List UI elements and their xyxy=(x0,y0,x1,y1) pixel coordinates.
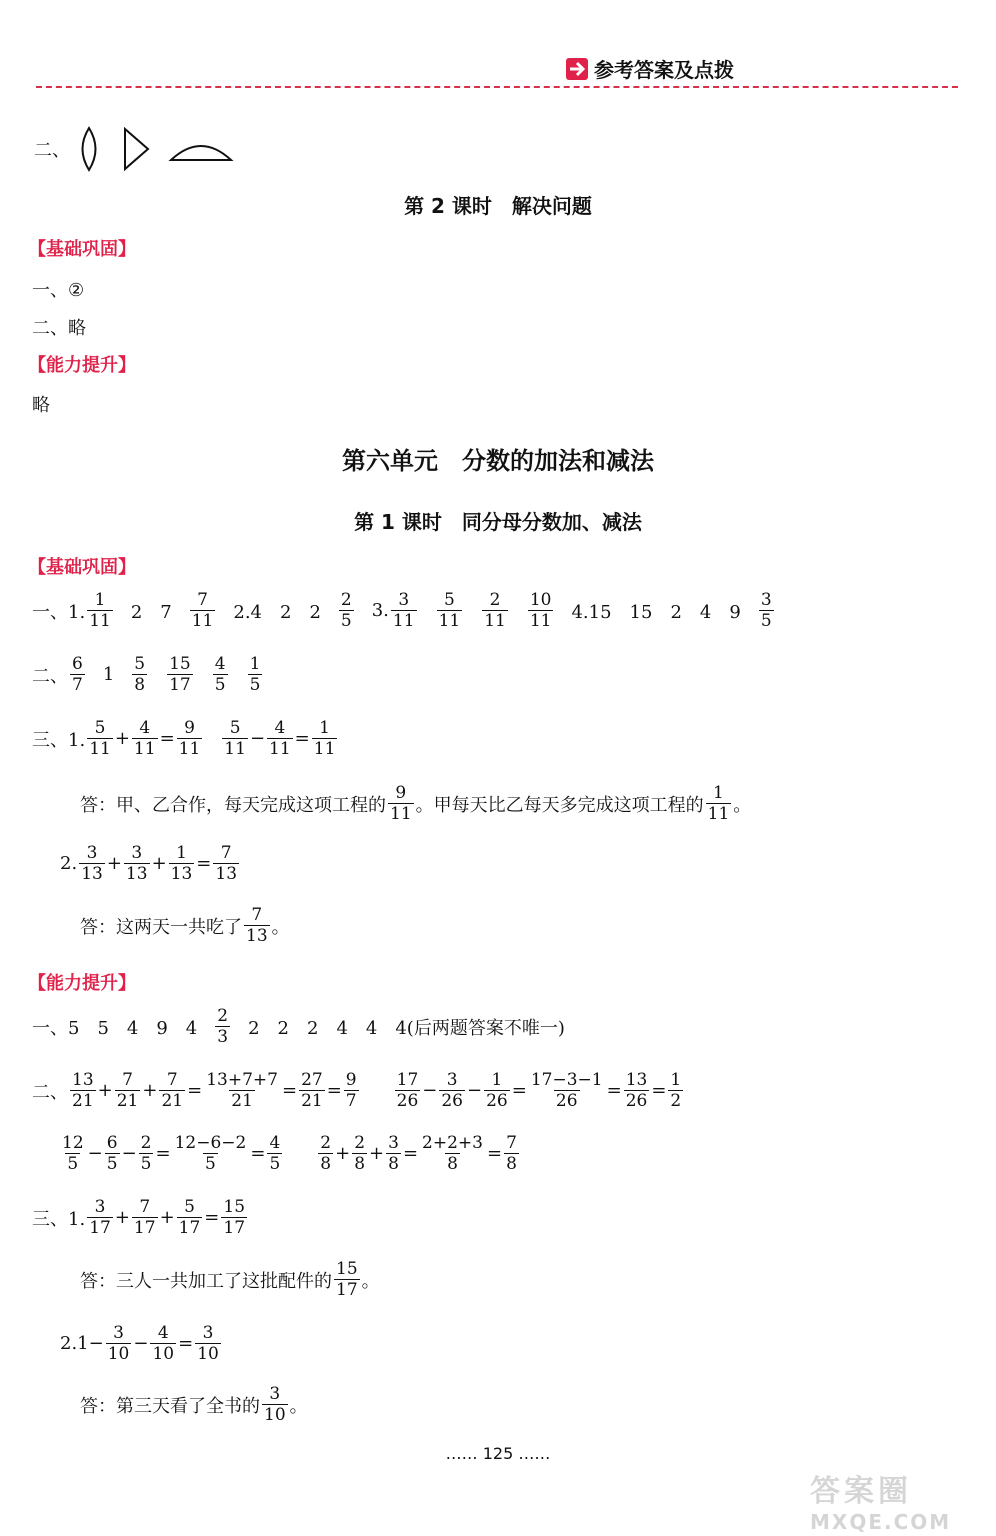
fraction: $\frac{27}{21}$ xyxy=(301,1070,323,1111)
fraction: $\frac{1}{26}$ xyxy=(486,1070,508,1111)
answer-row: 2.1− $\frac{3}{10}$ − $\frac{4}{10}$ = $\frac{3}{10}$ xyxy=(60,1323,219,1364)
item-label: 2.1− xyxy=(60,1333,104,1354)
fraction: 3 11 xyxy=(392,590,415,631)
arrow-icon xyxy=(566,58,588,80)
fraction: $\frac{3}{8}$ xyxy=(388,1133,399,1174)
answer-row: 三、1. 5 11 + $\frac{4}{11}$ = $\frac{9}{11}$ 5 11 − $\frac{4}{11}$ = $\frac{1}{11}$ xyxy=(32,718,336,759)
fraction: $\frac{3}{10}$ xyxy=(197,1323,219,1364)
fraction: 3 13 xyxy=(81,843,103,884)
fraction: 1 11 xyxy=(89,590,111,631)
fraction: 5 11 xyxy=(89,718,111,759)
answer-line: 略 xyxy=(32,395,50,416)
fraction: 13 21 xyxy=(72,1070,94,1111)
answer-values: 2.4 2 2 xyxy=(233,601,321,623)
fraction: $\frac{17-3-1}{26}$ xyxy=(530,1070,603,1111)
hat-shape-icon xyxy=(168,132,234,166)
answer-row: 2. 3 13 + $\frac{3}{13}$ + $\frac{1}{13}$ = $\frac{7}{13}$ xyxy=(60,843,238,884)
answer-row: 二、 13 21 + $\frac{7}{21}$ + $\frac{7}{21}$ = $\frac{13+7+7}{21}$ = $\frac{27}{21}$ = $\frac{9}{7}$ 17 26 − $\frac{3}{26}$ − $\frac{1}{26}$ = $\frac{17-3-1}{26}$ = $\frac{13}{26}$ = $\frac{1}{2}$ xyxy=(32,1070,682,1111)
watermark-text: 答案圈 xyxy=(810,1474,912,1509)
fraction: 9 11 xyxy=(390,783,412,824)
answer-row: 12 5 − $\frac{6}{5}$ − $\frac{2}{5}$ = $\frac{12-6-2}{5}$ = $\frac{4}{5}$ 2 8 + $\frac{2}{8}$ + $\frac{3}{8}$ = $\frac{2+2+3}{8}$ = $\frac{7}{8}$ xyxy=(62,1133,517,1174)
section-tag-basic: 【基础巩固】 xyxy=(28,557,136,578)
item-label: 2. xyxy=(60,853,78,874)
fraction: $\frac{4}{11}$ xyxy=(133,718,156,759)
fraction: 12 5 xyxy=(62,1133,84,1174)
answer-values: 2 7 xyxy=(130,601,172,623)
shapes-row xyxy=(34,125,234,173)
fraction: 1 11 xyxy=(707,783,730,824)
answer-sentence: 答：这两天一共吃了 7 13 。 xyxy=(80,905,290,946)
fraction: $\frac{2}{8}$ xyxy=(354,1133,366,1174)
fraction: $\frac{2}{5}$ xyxy=(140,1133,152,1174)
answer-row xyxy=(32,654,264,695)
answer-line: 二、略 xyxy=(32,318,86,339)
answer-sentence: 答：三人一共加工了这批配件的 15 17 。 xyxy=(80,1259,380,1300)
answer-row: 三、1. 3 17 + $\frac{7}{17}$ + $\frac{5}{17}$ = $\frac{15}{17}$ xyxy=(32,1197,246,1238)
fraction: 2 8 xyxy=(320,1133,332,1174)
lesson2-title: 第 2 课时 解决问题 xyxy=(404,194,592,218)
fraction: 7 13 xyxy=(246,905,268,946)
fraction: $\frac{15}{17}$ xyxy=(223,1197,246,1238)
fraction: $\frac{4}{10}$ xyxy=(152,1323,175,1364)
header-title: 参考答案及点拨 xyxy=(594,58,734,82)
fraction: $\frac{5}{17}$ xyxy=(178,1197,201,1238)
item-label: 三、1. xyxy=(32,729,86,751)
item-label: 一、1. xyxy=(32,601,86,623)
unit-title: 第六单元 分数的加法和减法 xyxy=(342,447,654,475)
fraction: $\frac{1}{2}$ xyxy=(670,1070,682,1111)
fraction: 4 5 xyxy=(214,654,226,695)
item-label: 二、 xyxy=(32,665,68,687)
fraction: $\frac{7}{13}$ xyxy=(215,843,238,884)
fraction: $\frac{9}{11}$ xyxy=(178,718,201,759)
answer-sentence: 答：第三天看了全书的 3 10 。 xyxy=(80,1384,308,1425)
fraction: $\frac{9}{7}$ xyxy=(345,1070,357,1111)
answer-values: 一、5 5 4 9 4 xyxy=(32,1017,198,1039)
fraction: $\frac{1}{11}$ xyxy=(313,718,336,759)
shapes-label: 二、 xyxy=(34,140,70,161)
fraction: $\frac{13}{26}$ xyxy=(625,1070,648,1111)
answer-values: 4.15 15 2 4 9 xyxy=(571,601,741,623)
fraction: 5 11 xyxy=(438,590,461,631)
fraction: 2 3 xyxy=(217,1006,229,1047)
answer-line: 一、② xyxy=(32,280,85,301)
fraction: $\frac{12-6-2}{5}$ xyxy=(174,1133,247,1174)
fraction: 2 11 xyxy=(484,590,506,631)
fraction: 3 10 xyxy=(264,1384,286,1425)
fraction: $\frac{7}{8}$ xyxy=(506,1133,517,1174)
fraction: $\frac{13+7+7}{21}$ xyxy=(206,1070,278,1111)
fraction: $\frac{4}{11}$ xyxy=(269,718,291,759)
fraction: 6 7 xyxy=(72,654,83,695)
fraction: 3 17 xyxy=(89,1197,111,1238)
fraction: $\frac{7}{21}$ xyxy=(116,1070,139,1111)
header-divider xyxy=(36,86,958,88)
section-tag-basic: 【基础巩固】 xyxy=(28,239,136,260)
triangle-shape-icon xyxy=(122,125,152,173)
fraction: $\frac{3}{10}$ xyxy=(107,1323,130,1364)
fraction: 1 5 xyxy=(249,654,261,695)
answer-row xyxy=(32,590,776,631)
fraction: 15 17 xyxy=(336,1259,358,1300)
answer-row xyxy=(32,1006,565,1047)
header xyxy=(566,54,734,83)
item-label: 二、 xyxy=(32,1081,68,1103)
fraction: 17 26 xyxy=(396,1070,419,1111)
fraction: $\frac{3}{13}$ xyxy=(125,843,148,884)
fraction: $\frac{4}{5}$ xyxy=(269,1133,281,1174)
fraction: 10 11 xyxy=(529,590,552,631)
section-tag-advanced: 【能力提升】 xyxy=(28,355,136,376)
item-label: 3. xyxy=(371,600,389,621)
fraction: $\frac{1}{13}$ xyxy=(170,843,193,884)
section-tag-advanced: 【能力提升】 xyxy=(28,973,136,994)
lens-shape-icon xyxy=(74,125,104,173)
watermark-url: MXQE.COM xyxy=(810,1510,952,1534)
fraction: 2 5 xyxy=(340,590,352,631)
answer-sentence: 答：甲、乙合作，每天完成这项工程的 9 11 。甲每天比乙每天多完成这项工程的 1 11 。 xyxy=(80,783,752,824)
fraction: 7 11 xyxy=(191,590,214,631)
fraction: $\frac{2+2+3}{8}$ xyxy=(422,1133,483,1174)
fraction: 15 17 xyxy=(169,654,191,695)
fraction: $\frac{7}{21}$ xyxy=(161,1070,184,1111)
item-label: 三、1. xyxy=(32,1208,86,1230)
fraction: 3 5 xyxy=(760,590,772,631)
answer-values: 1 xyxy=(102,664,115,685)
fraction: $\frac{3}{26}$ xyxy=(441,1070,463,1111)
fraction: 5 8 xyxy=(134,654,146,695)
fraction: $\frac{7}{17}$ xyxy=(133,1197,156,1238)
answer-values: 2 2 2 4 4 4(后两题答案不唯一) xyxy=(248,1017,565,1039)
fraction: $\frac{6}{5}$ xyxy=(106,1133,118,1174)
fraction: 5 11 xyxy=(224,718,246,759)
watermark-logo xyxy=(810,1466,980,1534)
lesson1-title: 第 1 课时 同分母分数加、减法 xyxy=(354,510,642,534)
page-number: …… 125 …… xyxy=(445,1444,551,1463)
